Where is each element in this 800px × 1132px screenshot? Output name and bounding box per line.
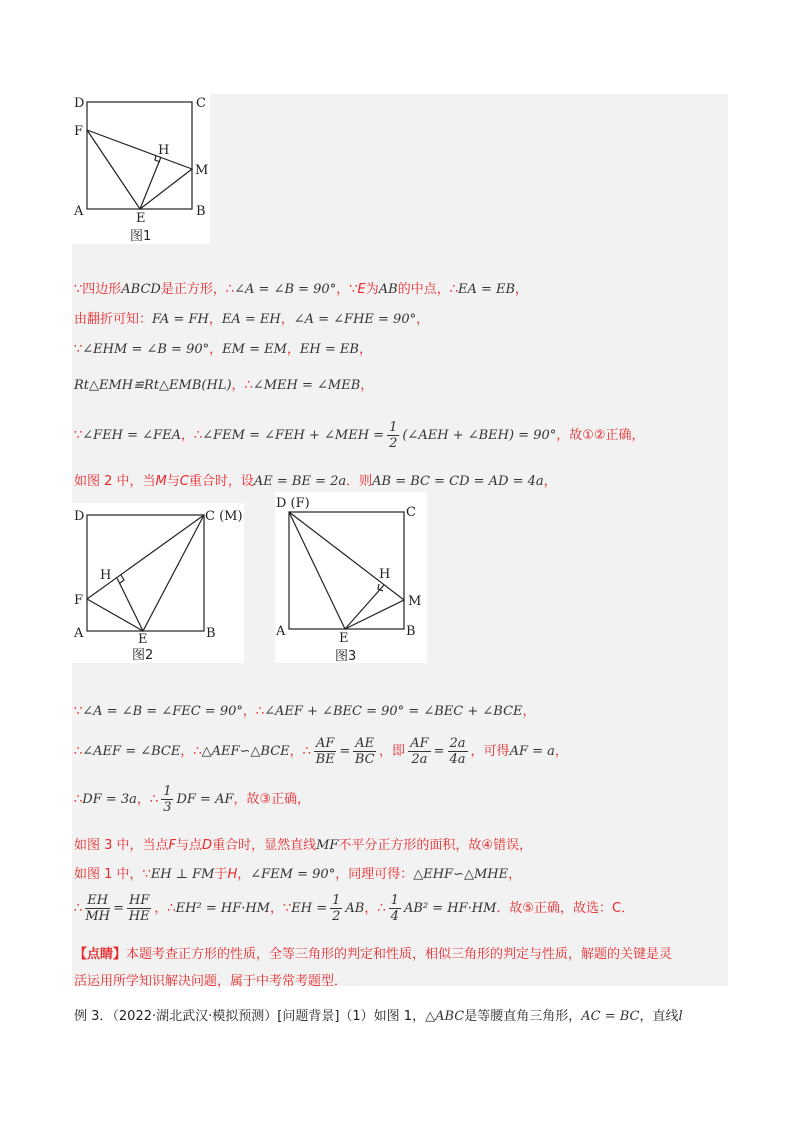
text: ，直线 [639, 1009, 679, 1024]
label-b: B [406, 624, 416, 639]
figure-1 [72, 94, 210, 244]
text: 重合时，显然直线 [212, 838, 317, 853]
denominator: HE [128, 909, 150, 924]
label-m: M [195, 163, 209, 178]
math: ∠AEF = ∠BCE [82, 744, 181, 759]
denominator: 2 [332, 909, 341, 924]
label-b: B [196, 204, 206, 219]
text: ，∴ [136, 792, 159, 807]
label-e: E [138, 632, 148, 647]
text: ， [543, 474, 557, 489]
math: EA = EH [221, 312, 281, 327]
text: ，∵ [336, 282, 358, 297]
label-h: H [379, 567, 391, 582]
label-e: E [136, 211, 146, 226]
math: EA = EB [457, 282, 516, 297]
fraction [448, 736, 468, 767]
text: ，∴ [180, 428, 203, 443]
text: 由翻折可知： [74, 312, 153, 327]
figure-caption: 图3 [335, 649, 357, 663]
text: ， [358, 342, 372, 357]
text: ， [522, 704, 536, 719]
fraction [127, 893, 151, 924]
denominator: BC [354, 752, 375, 767]
math: EH² = HF·HM [175, 901, 270, 916]
numerator: EH [87, 893, 109, 908]
math: ∠AEF + ∠BEC = 90° = ∠BEC + ∠BCE [264, 704, 523, 719]
math: ∠EHM = ∠B = 90° [82, 342, 210, 357]
fraction [314, 736, 336, 767]
math: ∠FEH = ∠FEA [82, 428, 181, 443]
text: ，即 [379, 744, 406, 759]
math: AC = BC [581, 1009, 640, 1024]
solution-line-8 [74, 736, 568, 767]
math: △ABC [425, 1009, 465, 1024]
math: AF = a [509, 744, 555, 759]
text: ．故⑤正确，故选：C． [496, 901, 635, 916]
label-d-f: D (F) [276, 496, 310, 511]
math: AB [345, 901, 365, 916]
math: ∠MEH = ∠MEB [252, 378, 361, 393]
math: DF = 3a [82, 792, 137, 807]
label-h: H [100, 568, 112, 583]
text: 如图 3 中，当点 [74, 838, 169, 853]
text: ，∴ [231, 378, 253, 393]
text: ， [208, 312, 222, 327]
text: ，∵ [270, 901, 292, 916]
fraction [408, 736, 430, 767]
tip-line-1 [74, 943, 672, 962]
text: 例 3．（2022·湖北武汉·模拟预测）[问题背景]（1）如图 1， [74, 1009, 426, 1024]
fraction [161, 784, 173, 815]
solution-line-11 [74, 863, 521, 882]
denominator: BE [315, 752, 335, 767]
text: ， [286, 342, 300, 357]
numerator: AF [410, 736, 429, 751]
math: = [113, 901, 125, 916]
text: 重合时，设 [188, 474, 254, 489]
math: (∠AEH + ∠BEH) = 90° [402, 428, 557, 443]
text: ，∴ [154, 901, 176, 916]
solution-line-4 [74, 374, 373, 393]
text: 的中点，∴ [397, 282, 458, 297]
label-d: D [74, 509, 85, 524]
text: ， [360, 378, 374, 393]
math: EH ⊥ FM [150, 867, 215, 882]
figure-caption: 图1 [130, 229, 152, 244]
text: 与 [166, 474, 180, 489]
denominator: 3 [163, 800, 172, 815]
label-a: A [276, 624, 286, 639]
numerator: AE [355, 736, 375, 751]
label-f: F [74, 593, 84, 608]
text: ∴ [74, 901, 83, 916]
fraction [387, 420, 399, 451]
denominator: 4 [390, 909, 399, 924]
text: E [357, 282, 366, 297]
solution-line-6 [74, 470, 557, 489]
solution-line-12 [74, 893, 634, 924]
denominator: MH [85, 909, 111, 924]
example-heading [74, 1005, 683, 1024]
text: ∵ [74, 342, 83, 357]
text: M [155, 474, 167, 489]
text: ，∴ [289, 744, 311, 759]
numerator: 1 [163, 784, 172, 799]
text: F [168, 838, 177, 853]
math: DF = AF [176, 792, 234, 807]
label-a: A [74, 626, 84, 641]
text: ∵ [74, 704, 83, 719]
solution-line-7 [74, 700, 536, 719]
figure-3 [275, 492, 427, 663]
math: EH = [291, 901, 328, 916]
text: ， [209, 342, 223, 357]
fraction [389, 893, 401, 924]
fraction [330, 893, 342, 924]
text: 不平分正方形的面积，故④错误， [338, 838, 533, 853]
text: 是等腰直角三角形， [464, 1009, 582, 1024]
denominator: 2 [389, 436, 398, 451]
math: MF [316, 838, 339, 853]
solution-line-2 [74, 308, 429, 327]
label-h: H [158, 143, 170, 158]
math: △AEF∽△BCE [201, 744, 290, 759]
math: = [339, 744, 351, 759]
solution-line-9 [74, 784, 310, 815]
solution-line-1 [74, 278, 528, 297]
numerator: 1 [332, 893, 341, 908]
text: ，∴ [180, 744, 202, 759]
math: AB = BC = CD = AD = 4a [372, 474, 544, 489]
tip-text: 活运用所学知识解决问题，属于中考常考题型． [74, 974, 348, 989]
label-e: E [339, 631, 349, 646]
label-d: D [74, 96, 85, 111]
label-a: A [74, 204, 84, 219]
text: ， [508, 867, 522, 882]
text: C [179, 474, 189, 489]
text: ∵四边形 [74, 282, 122, 297]
solution-line-10 [74, 834, 532, 853]
label-b: B [206, 626, 216, 641]
math: FA = FH [152, 312, 209, 327]
text: ， [515, 282, 529, 297]
math: Rt△EMH≌Rt△EMB(HL) [74, 378, 232, 393]
text: ， [416, 312, 430, 327]
tip-tag: 【点睛】 [74, 947, 127, 962]
text: H [227, 867, 238, 882]
denominator: 2a [411, 752, 428, 767]
text: ∴ [74, 792, 83, 807]
text: ， [237, 867, 251, 882]
math: ∠A = ∠B = 90° [234, 282, 337, 297]
text: ，故①②正确， [556, 428, 645, 443]
text: ，故③正确， [233, 792, 311, 807]
tip-line-2 [74, 970, 347, 989]
math: l [678, 1009, 683, 1024]
numerator: 2a [449, 736, 466, 751]
tip-text: 本题考查正方形的性质，全等三角形的判定和性质，相似三角形的判定与性质，解题的关键是灵 [126, 947, 673, 962]
figure-2 [72, 503, 244, 663]
math: ∠A = ∠FHE = 90° [293, 312, 417, 327]
label-f: F [74, 124, 84, 139]
solution-line-5 [74, 420, 645, 451]
fraction [353, 736, 376, 767]
math: EM = EM [222, 342, 287, 357]
denominator: 4a [449, 752, 466, 767]
text: ，同理可得： [335, 867, 414, 882]
fraction [85, 893, 110, 924]
text: ， [554, 744, 568, 759]
text: ∴ [74, 744, 83, 759]
math: AB² = HF·HM [403, 901, 497, 916]
text: ，可得 [470, 744, 510, 759]
label-c: C [406, 505, 416, 520]
math: ABCD [121, 282, 161, 297]
label-c: C [196, 96, 206, 111]
text: ∵ [74, 428, 83, 443]
text: D [202, 838, 213, 853]
text: ， [280, 312, 294, 327]
text: 为 [365, 282, 379, 297]
math: ∠FEM = 90° [250, 867, 336, 882]
text: 如图 1 中，∵ [74, 867, 151, 882]
label-m: M [408, 594, 422, 609]
figure-caption: 图2 [132, 648, 154, 663]
math: △EHF∽△MHE [413, 867, 509, 882]
text: 如图 2 中，当 [74, 474, 156, 489]
text: ．则 [346, 474, 373, 489]
math: EH = EB [299, 342, 359, 357]
solution-line-3 [74, 338, 372, 357]
numerator: 1 [389, 420, 398, 435]
text: 于 [214, 867, 228, 882]
numerator: 1 [390, 893, 399, 908]
numerator: AF [315, 736, 335, 751]
text: 是正方形，∴ [160, 282, 235, 297]
math: AB [378, 282, 398, 297]
math: AE = BE = 2a [253, 474, 347, 489]
text: ，∴ [364, 901, 386, 916]
numerator: HF [129, 893, 150, 908]
math: ∠A = ∠B = ∠FEC = 90° [82, 704, 243, 719]
text: 与点 [176, 838, 203, 853]
text: ，∴ [242, 704, 265, 719]
label-c-m: C (M) [205, 509, 243, 524]
math: ∠FEM = ∠FEH + ∠MEH = [202, 428, 385, 443]
math: = [433, 744, 445, 759]
